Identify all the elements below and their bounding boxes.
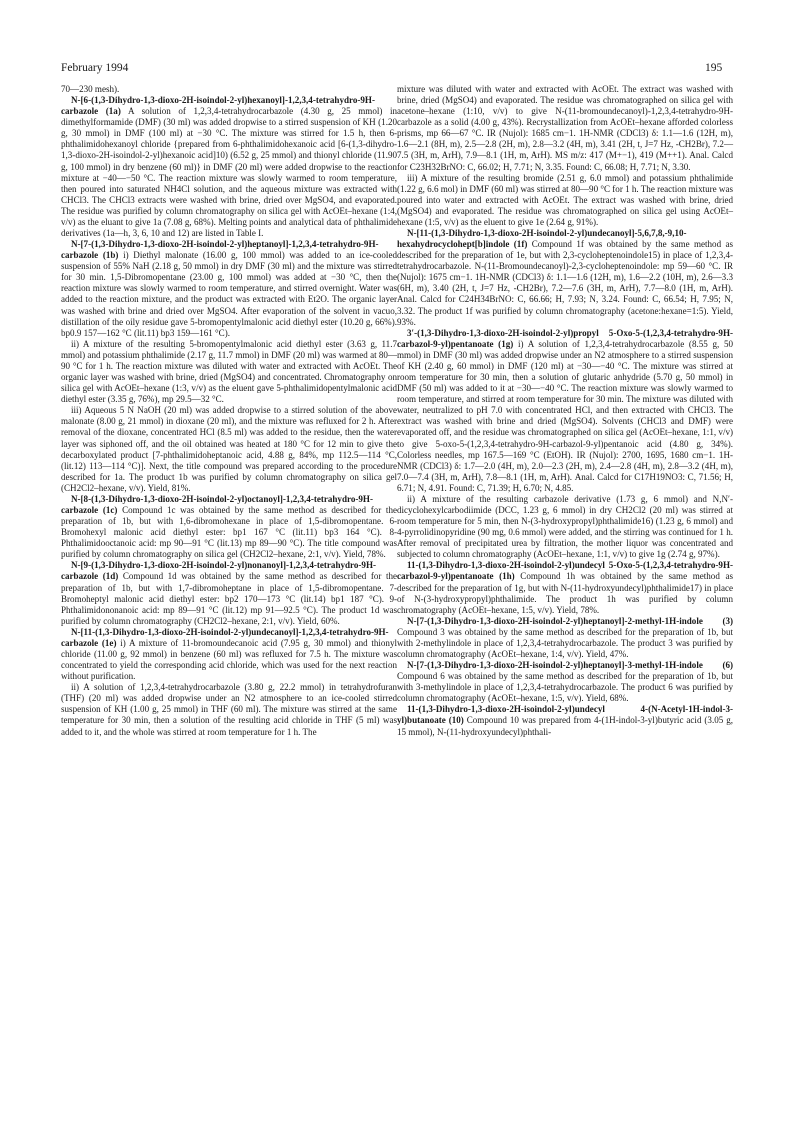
paragraph-text: ii) A solution of 1,2,3,4-tetrahydrocarbazole (3.80 g, 22.2 mmol) in tetrahydrofuran (THF) (20 ml) was added dropwise under an N2 atmosphere to an ice-cooled stirred suspension of KH (1.00 g, 25 mmol) in THF (60 ml). The mixture was stirred at the same temperature for 30 min, then a solution of the resulting acid chloride in THF (5 ml) was added to it, and the whole was stirred at room temperature for 1 h. The [61, 682, 397, 737]
paragraph-text: Compound 1c was obtained by the same method as described for the preparation of 1b, but with 1,6-dibromohexane in place of 1,5-dibromopentane. 6-Bromohexyl malonic acid diethyl ester: bp1 167 °C (lit.11) bp3 164 °C). 8-Phthalimidooctanoic acid: mp 90—91 °C (lit.13) mp 89—90 °C). The title compound was purified by column chromatography on silica gel (CH2Cl2–hexane, 2:1, v/v). Yield, 78%. [61, 504, 397, 560]
paragraph-text: ii) A mixture of the resulting carbazole derivative (1.73 g, 6 mmol) and N,N′-dicyclohexylcarbodiimide (DCC, 1.23 g, 6 mmol) in dry CH2Cl2 (20 ml) was stirred at room temperature for 5 min, then N-(3-hydroxypropyl)phthalimide16) (1.23 g, 6 mmol) and 4-pyrrolidinopyridine (90 mg, 0.6 mmol) were added, and the stirring was continued for 1 h. After removal of precipitated urea by filtration, the mother liquor was concentrated and subjected to column chromatography (AcOEt–hexane, 1:1, v/v) to give 1g (2.74 g, 97%). [397, 493, 733, 560]
paragraph [397, 660, 733, 704]
left-column [61, 84, 397, 738]
paragraph [61, 682, 397, 737]
compound-heading: 11-(1,3-Dihydro-1,3-dioxo-2H-isoindol-2-yl)undecyl 4-(N-Acetyl-1H-indol-3-yl)butanoate (10) [397, 704, 733, 726]
page-number: 195 [705, 62, 723, 74]
paragraph-text: i) A solution of 1,2,3,4-tetrahydrocarbazole (8.55 g, 50 mmol) in DMF (30 ml) was added dropwise under an N2 atmosphere to a stirred suspension of KH (2.40 g, 60 mmol) in DMF (120 ml) at −30—−40 °C. The mixture was stirred at room temperature for 30 min, then a solution of glutaric anhydride (5.70 g, 50 mmol) in DMF (50 ml) was added to it at −30—−40 °C. The reaction mixture was slowly warmed to room temperature, and stirred at room temperature for 30 min. The mixture was diluted with water, neutralized to pH 7.0 with concentrated HCl, and then extracted with CHCl3. The extract was washed with brine and dried (MgSO4). Solvents (CHCl3 and DMF) were evaporated off, and the residue was chromatographed on silica gel (AcOEt–hexane, 1:1, v/v) to give 5-oxo-5-(1,2,3,4-tetrahydro-9H-carbazol-9-yl)pentanoic acid (4.80 g, 34%). Colorless needles, mp 167.5—169 °C (EtOH). IR (Nujol): 2700, 1695, 1680 cm−1. 1H-NMR (CDCl3) δ: 1.7—2.0 (4H, m), 2.0—2.3 (2H, m), 2.4—2.8 (4H, m), 2.8—3.2 (4H, m), 7.0—7.4 (3H, m, ArH), 7.8—8.1 (1H, m, ArH). Anal. Calcd for C17H19NO3: C, 71.56; H, 6.71; N, 4.91. Found: C, 71.39; H, 6.70; N, 4.85. [397, 338, 733, 493]
paragraph [61, 627, 397, 682]
paragraph-text: Compound 10 was prepared from 4-(1H-indol-3-yl)butyric acid (3.05 g, 15 mmol), N-(11-hydroxyundecyl)phthali- [397, 715, 733, 737]
paragraph-text: i) A mixture of 11-bromoundecanoic acid (7.95 g, 30 mmol) and thionyl chloride (11.00 g, 92 mmol) in benzene (60 ml) was refluxed for 7.5 h. The mixture was concentrated to yield the corresponding acid chloride, which was used for the next reaction without purification. [61, 637, 397, 682]
running-header-date: February 1994 [61, 62, 129, 74]
paragraph-text: mixture was diluted with water and extracted with AcOEt. The extract was washed with brine, dried (MgSO4) and evaporated. The residue was chromatographed on silica gel with acetone–hexane (1:10, v/v) to give N-(11-bromoundecanoyl)-1,2,3,4-tetrahydro-9H-carbazole as a solid (4.00 g, 43%). Recrystallization from AcOEt–hexane afforded colorless prisms, mp 66—67 °C. IR (Nujol): 1685 cm−1. 1H-NMR (CDCl3) δ: 1.1—1.6 (12H, m), 1.6—2.1 (8H, m), 2.5—2.8 (2H, m), 2.8—3.2 (4H, m), 3.41 (2H, t, J=7 Hz, -CH2Br), 7.2—7.5 (3H, m, ArH), 7.9—8.1 (1H, m, ArH). MS m/z: 417 (M+−1), 419 (M++1). Anal. Calcd for C23H32BrNO: C, 66.02; H, 7.71; N, 3.35. Found: C, 66.08; H, 7.71; N, 3.30. [397, 84, 733, 172]
paragraph-text: 70—230 mesh). [61, 84, 120, 94]
paragraph [397, 494, 733, 560]
paragraph-text: ii) A mixture of the resulting 5-bromopentylmalonic acid diethyl ester (3.63 g, 11.7 mmol) and potassium phthalimide (2.17 g, 11.7 mmol) in DMF (20 ml) was warmed at 80—90 °C for 1 h. The reaction mixture was diluted with water and extracted with AcOEt. The organic layer was washed with brine, dried (MgSO4) and concentrated. Chromatography on silica gel with AcOEt–hexane (1:3, v/v) as the eluent gave 5-phthalimidopentylmalonic acid diethyl ester (3.35 g, 76%), mp 29.5—32 °C. [61, 338, 397, 405]
paragraph [61, 560, 397, 626]
compound-heading: N-[7-(1,3-Dihydro-1,3-dioxo-2H-isoindol-2-yl)heptanoyl]-2-methyl-1H-indole (3) [407, 615, 733, 626]
paragraph [397, 704, 733, 737]
paragraph [61, 95, 397, 239]
paragraph-text: Compound 1h was obtained by the same method as described for the preparation of 1g, but with N-(11-hydroxyundecyl)phthalimide17) in place of N-(3-hydroxypropyl)phthalimide. The product 1h was purified by column chromatography (AcOEt–hexane, 1:5, v/v). Yield, 78%. [397, 571, 733, 615]
paragraph [61, 84, 397, 95]
paragraph-text: Compound 3 was obtained by the same method as described for the preparation of 1b, but with 2-methylindole in place of 1,2,3,4-tetrahydrocarbazole. The product 3 was purified by column chromatography (AcOEt–hexane, 1:4, v/v). Yield, 47%. [397, 626, 733, 659]
compound-heading: N-[11-(1,3-Dihydro-1,3-dioxo-2H-isoindol-2-yl)undecanoyl]-5,6,7,8,-9,10-hexahydrocyclohept[b]indole (1f) [397, 228, 687, 250]
paragraph [397, 173, 733, 228]
paragraph [397, 84, 733, 173]
paragraph [397, 616, 733, 660]
paragraph [397, 228, 733, 328]
paragraph-text: iii) Aqueous 5 N NaOH (20 ml) was added dropwise to a stirred solution of the above malonate (8.00 g, 21 mmol) in dioxane (20 ml), and the mixture was refluxed for 2 h. After removal of the dioxane, concentrated HCl (8.5 ml) was added to the residue, then the water layer was siphoned off, and the oil obtained was heated at 180 °C for 12 min to give the decarboxylated product [7-phthalimidoheptanoic acid, 4.88 g, 84%, mp 112.5—114 °C, (lit.12) 113—114 °C)]. Next, the title compound was prepared according to the procedure described for 1a. The product 1b was purified by column chromatography on silica gel (CH2Cl2–hexane, v/v). Yield, 81%. [61, 405, 397, 493]
paragraph [61, 405, 397, 494]
compound-heading: N-[11-(1,3-Dihydro-1,3-dioxo-2H-isoindol-2-yl)undecanoyl]-1,2,3,4-tetrahydro-9H-carbazole (1e) [61, 626, 389, 648]
right-column [397, 84, 733, 738]
paragraph-text: Compound 1f was obtained by the same method as described for the preparation of 1e, but with 2,3-cycloheptenoindole15) in place of 1,2,3,4-tetrahydrocarbazole. N-(11-Bromoundecanoyl)-2,3-cycloheptenoindole: mp 59—60 °C. IR (Nujol): 1675 cm−1. 1H-NMR (CDCl3) δ: 1.1—1.6 (12H, m), 1.6—2.2 (10H, m), 2.6—3.3 (6H, m), 3.40 (2H, t, J=7 Hz, -CH2Br), 7.2—7.6 (3H, m, ArH), 7.7—8.0 (1H, m, ArH). Anal. Calcd for C24H34BrNO: C, 66.66; H, 7.93; N, 3.24. Found: C, 66.54; H, 7.95; N, 3.32. The product 1f was purified by column chromatography (acetone:hexane=1:5). Yield, 93%. [397, 239, 733, 327]
compound-heading: 11-(1,3-Dihydro-1,3-dioxo-2H-isoindol-2-yl)undecyl 5-Oxo-5-(1,2,3,4-tetrahydro-9H-carbazol-9-yl)pentanoate (1h) [397, 560, 733, 582]
compound-heading: N-[9-(1,3-Dihydro-1,3-dioxo-2H-isoindol-2-yl)nonanoyl]-1,2,3,4-tetrahydro-9H-carbazole (1d) [61, 560, 376, 582]
paragraph-text: iii) A mixture of the resulting bromide (2.51 g, 6.0 mmol) and potassium phthalimide (1.22 g, 6.6 mol) in DMF (60 ml) was stirred at 80—90 °C for 1 h. The reaction mixture was poured into water and extracted with AcOEt. The extract was washed with brine, dried (MgSO4) and evaporated. The residue was chromatographed on silica gel using AcOEt–hexane (1:5, v/v) as the eluent to give 1e (2.64 g, 91%). [397, 172, 733, 227]
paragraph [397, 328, 733, 494]
compound-heading: N-[7-(1,3-Dihydro-1,3-dioxo-2H-isoindol-2-yl)heptanoyl]-1,2,3,4-tetrahydro-9H-carbazole (1b) [61, 239, 379, 261]
compound-heading: N-[7-(1,3-Dihydro-1,3-dioxo-2H-isoindol-2-yl)heptanoyl]-3-methyl-1H-indole (6) [407, 660, 733, 671]
compound-heading: 3′-(1,3-Dihydro-1,3-dioxo-2H-isoindol-2-yl)propyl 5-Oxo-5-(1,2,3,4-tetrahydro-9H-carbazol-9-yl)pentanoate (1g) [397, 327, 733, 349]
paragraph [61, 239, 397, 339]
paragraph-text: Compound 6 was obtained by the same method as described for the preparation of 1b, but with 3-methylindole in place of 1,2,3,4-tetrahydrocarbazole. The product 6 was purified by column chromatography (AcOEt–hexane, 1:5, v/v). Yield, 68%. [397, 671, 733, 704]
paragraph [61, 494, 397, 560]
paragraph-text: i) Diethyl malonate (16.00 g, 100 mmol) was added to an ice-cooled suspension of 55% NaH (2.18 g, 50 mmol) in dry DMF (30 ml) and the mixture was stirred for 30 min. 1,5-Dibromopentane (23.00 g, 100 mmol) was added at −30 °C, then the reaction mixture was slowly warmed to room temperature, and stirred overnight. Water was added to the reaction mixture, and the product was extracted with Et2O. The organic layer was washed with brine and dried over MgSO4. After evaporation of the solvent in vacuo, distillation of the oily residue gave 5-bromopentylmalonic acid diethyl ester (10.20 g, 66%). bp0.9 157—162 °C (lit.11) bp3 159—161 °C). [61, 250, 397, 338]
paragraph [61, 339, 397, 405]
paragraph-text: A solution of 1,2,3,4-tetrahydrocarbazole (4.30 g, 25 mmol) in dimethylformamide (DMF) (30 ml) was added dropwise to a stirred suspension of KH (1.20 g, 30 mmol) in DMF (100 ml) at −30 °C. The mixture was stirred for 1.5 h, then 6-phthalimidohexanoyl chloride {prepared from 6-phthalimidohexanoic acid [6-(1,3-dihydro-1,3-dioxo-2H-isoindol-2-yl)hexanoic acid]10) (6.52 g, 25 mmol) and thionyl chloride (11.90 g, 100 mmol) in dry benzene (60 ml)} in DMF (20 ml) were added dropwise to the reaction mixture at −40—−50 °C. The reaction mixture was slowly warmed to room temperature, then poured into saturated NH4Cl solution, and the aqueous mixture was extracted with CHCl3. The CHCl3 extracts were washed with brine, dried over MgSO4, and evaporated. The residue was purified by column chromatography on silica gel with AcOEt–hexane (1:4, v/v) as the eluant to give 1a (7.08 g, 68%). Melting points and analytical data of phthalimide derivatives (1a—h, 3, 6, 10 and 12) are listed in Table I. [61, 106, 398, 239]
paragraph [397, 560, 733, 615]
compound-heading: N-[8-(1,3-Dihydro-1,3-dioxo-2H-isoindol-2-yl)octanoyl]-1,2,3,4-tetrahydro-9H-carbazole (1c) [61, 493, 373, 515]
paragraph-text: Compound 1d was obtained by the same method as described for the preparation of 1b, but with 1,7-dibromoheptane in place of 1,5-dibromopentane. 7-Bromoheptyl malonic acid diethyl ester: bp2 170—173 °C (lit.14) bp1 187 °C). 9-Phthalimidononanoic acid: mp 89—91 °C (lit.12) mp 91—92.5 °C). The product 1d was purified by column chromatography (CH2Cl2–hexane, 2:1, v/v). Yield, 60%. [61, 571, 398, 626]
compound-heading: N-[6-(1,3-Dihydro-1,3-dioxo-2H-isoindol-2-yl)hexanoyl]-1,2,3,4-tetrahydro-9H-carbazole (1a) [61, 95, 375, 117]
